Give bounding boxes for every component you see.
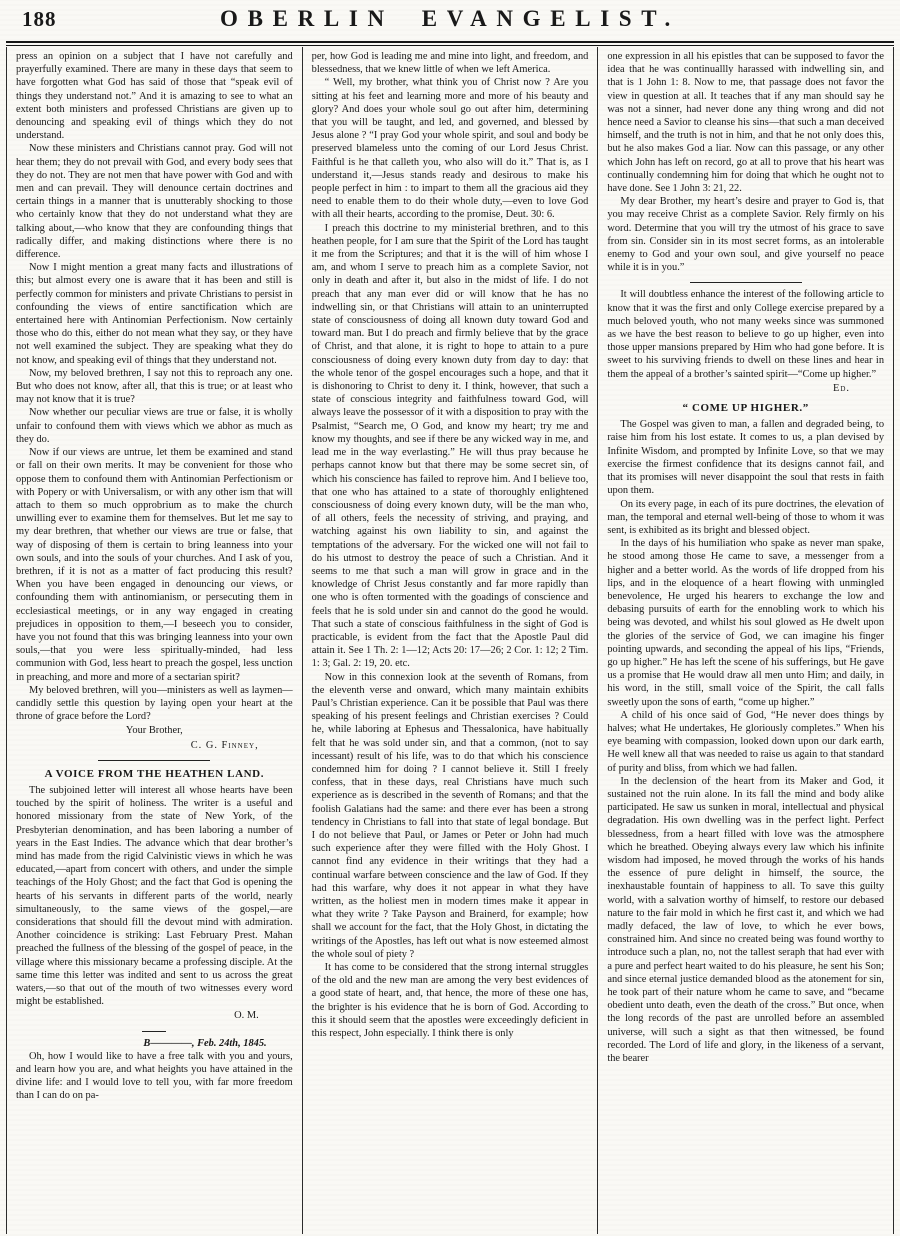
paragraph: The Gospel was given to man, a fallen and degraded being, to raise him from his lost estate. It comes to us, a plan devised by Infinite Wisdom, and prompted by Infinite Love, so that we may exercise the firmest confidence that its designs cannot fail, and that its promises will never disappoint the soul that rests in faith upon them. bbox=[607, 419, 885, 497]
paragraph: I preach this doctrine to my ministerial brethren, and to this heathen people, for I am sure that the Spirit of the Lord has taught it me from the Scriptures; and that it is the will of him whose I am, and whom I serve to preach him as a complete Savior, not only in death and after it, but also in the midst of life. I do not preach that any man ever did or will know that he has no indwelling sin, or that Christians will attain to an uninterrupted state of consciousness of doing all known duty toward God and toward man. But I do preach and firmly believe that by the grace of Christ, and that alone, it is right to hope to attain to a pure consciousness of doing every known duty from day to day: that the whole tenor of the gospel encourages such a hope, and that it is dishonoring to Christ to deny it. I think, however, that such a state of conscious integrity and faithfulness toward God, will always leave the possessor of it with a disposition to pray with the Psalmist, “Search me, O God, and know my heart; try me and know my thoughts, and see if there be any wicked way in me, and lead me in the way everlasting.” He will thus pray because he perhaps cannot know but that there may be some secret sin, of which his conscience has failed to reprove him. And I believe too, that one who has attained to a state of thoroughly enlightened consciousness of doing every known duty, will be the man who, of all others, feels the necessity of striving, and praying, and watching against his own liability to sin, and against the temptations of the adversary. For the wicked one will not fail to do his utmost to destroy the peace of such a Christian. And it seems to me that such a man will grow in grace and in the knowledge of Christ Jesus constantly and far more rapidly than one who is often tormented with the goadings of conscience and feels that he is sold under sin and cannot do the good he would. That such a state of conscious faithfulness in the sight of God is practicable, is evident from the fact that the Apostle Paul did attain it. See 1 Th. 2: 1—12; Acts 20: 17—26; 2 Cor. 1: 12; 2 Tim. 1: 3; Gal. 2: 19, 20. etc. bbox=[311, 222, 589, 670]
signature: Your Brother, bbox=[125, 725, 183, 737]
column-layout bbox=[6, 47, 894, 1234]
section-divider bbox=[607, 282, 884, 283]
paragraph: Now these ministers and Christians cannot pray. God will not hear them; they do not prevail with God, and every body sees that they do not. They are not men that have power with God and with men and can prevail. They will denounce certain doctrines and certain things in a manner that is unutterably shocking to those who certainly know that they do not understand what they are talking about,—who know that they are confounding things that radically differ, and making distinctions where there is no difference. bbox=[16, 143, 293, 261]
paragraph: Now whether our peculiar views are true or false, it is wholly unfair to confound them with views which we abhor as much as they do. bbox=[16, 407, 293, 445]
paragraph: Now if our views are untrue, let them be examined and stand or fall on their own merits. It may be convenient for those who oppose them to confound them with Antinomian Perfectionism or with Popery or with Universalism, or with any other ism that will attach to them so much opprobrium as to make the church unwilling ever to examine them for themselves. But let me say to my dear brethren, that whether our views are true or false, that way of disposing of them is certain to bring leanness into your own souls, and into the souls of your churches. And I ask of you, brethren, if it is not as a matter of fact producing this result? When you have been engaged in denouncing our views, or confounding them with antinomianism, or persecuting them in ecclesiastical meetings, or in any way engaged in creating prejudices in opposition to them,—I beseech you to consider, have you not found that this was bringing leanness into your own souls,—that you were less spiritually-minded, had less communion with God, less heart to preach the gospel, less unction in preaching, and more and more of a sectarian spirit? bbox=[16, 447, 293, 683]
signature: O. M. bbox=[234, 1010, 259, 1022]
text-column-center bbox=[302, 47, 598, 1234]
paragraph: Oh, how I would like to have a free talk with you and yours, and learn how you are, and what heights you have attained in the divine life: and I would love to tell you, with far more freedom than I can do on pa- bbox=[16, 1050, 293, 1102]
signature: Ed. bbox=[833, 382, 851, 394]
text-column-right bbox=[597, 47, 893, 1234]
paragraph: The subjoined letter will interest all whose hearts have been touched by the spirit of holiness. The writer is a useful and honored missionary from the state of New York, of the Presbyterian denomination, and has been laboring a number of years in the East Indies. The advance which that dear brother’s mind has made from the rigid Calvinistic views in which he was educated,—apart from concert with others, and under the simple teachings of the Holy Ghost; and the fact that God is opening the hearts of his servants in different parts of the world, nearly simultaneously, to the same views of the gospel,—are considerations that should fill the devout mind with admiration. Another coincidence is striking: Last February Prest. Mahan preached the fullness of the blessing of the gospel of peace, in the village where this missionary became a professing disciple. At the same time this letter was indited and sent to us across the great waters,—so that out of the mouth of two witnesses every word might be established. bbox=[16, 784, 293, 1008]
divider-rule bbox=[690, 282, 802, 283]
text-column-left bbox=[7, 47, 302, 1234]
letter-dateline: B————, Feb. 24th, 1845. bbox=[143, 1037, 267, 1049]
section-divider bbox=[16, 1031, 293, 1032]
paragraph: It will doubtless enhance the interest of the following article to know that it was the first and only College exercise prepared by a much beloved youth, who not many weeks since was summoned as we have the best reason to believe to go up higher, even into those upper mansions prepared by Him who had gone before. It is sweet to his surviving friends to dwell on these lines and hear in them the appeal of a brother’s sainted spirit—“Come up higher.” bbox=[607, 289, 885, 380]
article-heading: A VOICE FROM THE HEATHEN LAND. bbox=[44, 767, 265, 780]
paragraph: one expression in all his epistles that can be supposed to favor the idea that he was continuallly harassed with indwelling sin, and that is 1 John 1: 8. Now to me, that passage does not favor the view in question at all. It teaches that if any man should say he was not a sinner, had never done any thing wrong and did not hence need a Savior to cleanse his sins—that such a man deceived himself, and the truth is not in him, and that he not only does this, but he also makes God a liar. Now can this passage, or any other which John has left on record, go at all to prove that his heart was continually condemning him for doing that which he ought not to have done. See 1 John 3: 21, 22. bbox=[607, 51, 885, 195]
paragraph: My dear Brother, my heart’s desire and prayer to God is, that you may receive Christ as a complete Savior. Rely firmly on his word. Determine that you will try the utmost of his grace to save from sin. Consider sin in its most secret forms, as an intolerable enemy to God and your own soul, and give yourself no peace while it is in you.” bbox=[607, 196, 885, 274]
paragraph: In the declension of the heart from its Maker and God, it sustained not the ruin alone. In its fall the mind and body alike participated. He saw us sunken in moral, intellectual and physical degradation. His own dwelling was in the perfect light. Perfect blessedness, from a heart filled with love was the atmosphere which he breathed. Obeying always every law which his infinite wisdom had imposed, he moved through the works of his hands the essence of pure delight in himself, the source, the inexhaustable fountain of happiness to all. To save this guilty world, with a salvation worthy of himself, to restore our debased nature to the fair mold in which he first cast it, and which we had madly defaced, the law of love, to which he ever bows, constrained him. And since no created being was found worthy to introduce such a plan, no, not the tallest seraph that had ever with a pure and perfect heart waited to do his pleasure, he sent his Son; and since eternal justice demanded blood as the atonement for sin, he took part of their nature whom he came to save, and “became obedient unto death, even the death of the cross.” But once, when the long records of the past are unrolled before an assembled universe, will such a sight as that then witnessed, be found recorded. The Lord of life and glory, in the likeness of a servant, the bearer bbox=[607, 775, 885, 1065]
paragraph: Now I might mention a great many facts and illustrations of this; but almost every one is aware that it has been and still is perfectly common for ministers and private Christians to persist in confounding the views of entire sanctification which are entertained here with Antinomian Perfectionism. Now certainly those who do this, either do not mean what they say, or they have not well examined the subject. They are speaking what they do not know, and speaking evil of things that they understand not. bbox=[16, 262, 293, 366]
article-heading: “ COME UP HIGHER.” bbox=[682, 402, 809, 415]
page-number: 188 bbox=[22, 7, 57, 31]
paragraph: “ Well, my brother, what think you of Christ now ? Are you sitting at his feet and learning more and more of his beauty and glory? And does your whole soul go out after him, determining that you will be taught, and led, and governed, and blessed by Jesus alone ? “I pray God your whole spirit, and soul and body be preserved blameless unto the coming of our Lord Jesus Christ. Faithful is he that calleth you, who also will do it.” That is, as I understand it,—Jesus stands ready and desirous to make his people perfect in him : to impart to them all the gracious aid they need to enable them to do their whole duty,—even to love God with all their hearts, according to the promise, Deut. 30: 6. bbox=[311, 77, 589, 221]
masthead-title: OBERLIN EVANGELIST. bbox=[220, 6, 680, 31]
paragraph: press an opinion on a subject that I have not carefully and prayerfully examined. There are many in these days that seem to have forgotten what God has said of those that “speak evil of things they understand not.” And it is amazing to see to what an extent both ministers and professed Christians are given up to denouncing and speaking evil of things which they do not understand. bbox=[16, 51, 293, 142]
paragraph: On its every page, in each of its pure doctrines, the elevation of man, the temporal and eternal well-being of those to whom it was sent, is exhibited as its bright and blessed object. bbox=[607, 498, 885, 536]
paragraph: per, how God is leading me and mine into light, and freedom, and blessedness, that we knew little of when we left America. bbox=[311, 51, 589, 76]
paragraph: Now, my beloved brethren, I say not this to reproach any one. But who does not know, after all, that this is true; or at least who may not know that it is true? bbox=[16, 367, 293, 406]
paragraph: A child of his once said of God, “He never does things by halves; what He undertakes, He gloriously completes.” When his eye beaming with compassion, looked down upon our dark earth, He well knew all that was needed to raise us again to that standard of purity and bliss, from which we had fallen. bbox=[607, 709, 885, 774]
masthead-double-rule bbox=[6, 41, 894, 46]
paragraph: My beloved brethren, will you—ministers as well as laymen—candidly settle this question by laying open your heart at the throne of grace before the Lord? bbox=[16, 684, 293, 723]
section-divider bbox=[16, 760, 293, 761]
divider-rule bbox=[142, 1031, 166, 1032]
paragraph: Now in this connexion look at the seventh of Romans, from the eleventh verse and onward, which many maintain exhibits Paul’s Christian experience. Can it be possible that Paul was there speaking of his present feelings and Christian exercises ? Could he, while laboring at Ephesus and Thessalonica, have habitually felt that he was sold under sin, and that a common, (not to say incessant) result of his life, was to do that which his conscience condemned him for doing ? I cannot believe it. Still I freely confess, that in these days, real Christians have much such experience as is described in the seventh of Romans; and that the foolish Galatians had the same: and there ever has been a strong tendency in Christians to fall into that state of legal bondage. But I do not believe that Paul, or James or Peter or John had much such experience after they were filled with the Holy Ghost. I cannot find any evidence in their writings that they had a continual warfare between conscience and the law of God. If they had this warfare, why does it not appear in what they have written, as the holiest men in modern times make it appear in what they write ? Take Payson and Brainerd, for example; how shall we account for the fact, that the Holy Ghost, in dictating the writings of the Apostles, has left out what is now esteemed almost the whole soul of piety ? bbox=[311, 671, 589, 960]
signature: C. G. Finney, bbox=[190, 739, 259, 751]
paragraph: In the days of his humiliation who spake as never man spake, he stood among those He came to save, a messenger from a higher and a better world. As the words of life dropped from his lips, and in the eloquence of a heart flowing with unmingled benevolence, He urged his hearers to exchange the low and debasing pursuits of earth for the ennobling work to which his being was devoted, and whilst his soul glowed as He dwelt upon the glories of the service of God, we can imagine his finger pointing upwards, and seconding the appeal of his lips, “Friends, go up higher.” He has left the scene of his sufferings, but He gave us a promise that He would draw all men unto Him; and daily, in his word, in the still, small voice of the Spirit, the call falls sweetly upon the sons of earth, “come up higher.” bbox=[607, 538, 885, 708]
masthead bbox=[0, 0, 900, 44]
divider-rule bbox=[98, 760, 210, 761]
paragraph: It has come to be considered that the strong internal struggles of the old and the new man are among the very best evidences of a good state of heart, and, that hence, the more of these one has, the brighter is his evidence that he is born of God. According to this it should seem that the apostles were exceedingly deficient in this respect, John especially. I think there is only bbox=[311, 962, 589, 1040]
